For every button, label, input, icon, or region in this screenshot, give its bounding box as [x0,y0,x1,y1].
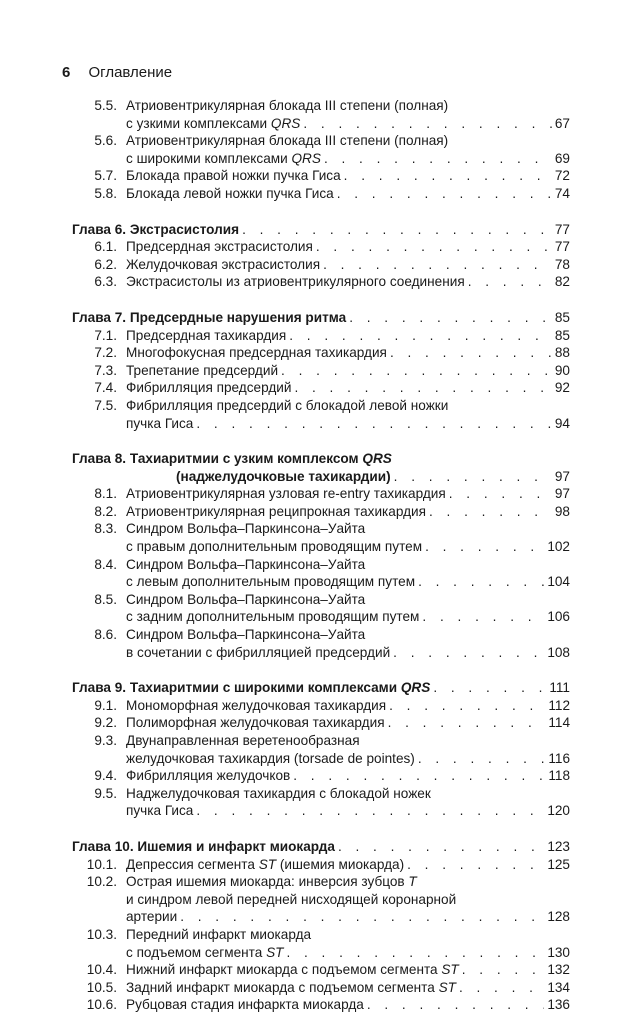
running-title: Оглавление [88,64,173,81]
toc-section-entry[interactable] [72,520,570,555]
toc-entry-number: 5.8. [94,185,117,201]
toc-entry-number: 10.1. [86,856,117,872]
dot-leader [286,944,544,962]
toc-chapter-entry[interactable] [72,221,570,239]
toc-section-entry[interactable] [72,979,570,997]
dot-leader [180,908,544,926]
toc-entry-title: Предсердная экстрасистолия [126,239,313,255]
toc-entry-title: с широкими комплексами QRS [126,150,321,166]
toc-entry-number: 8.1. [94,486,117,502]
toc-entry-number: 8.5. [94,591,117,607]
toc-entry-number: 6.3. [94,274,117,290]
toc-entry-title: Рубцовая стадия инфаркта миокарда [126,997,364,1013]
toc-page-number: 111 [549,680,570,696]
dot-leader [196,415,552,433]
toc-entry-title: Трепетание предсердий [126,362,279,378]
dot-leader [196,802,544,820]
toc-entry-title: Полиморфная желудочковая тахикардия [126,715,385,731]
toc-entry-title: Синдром Вольфа–Паркинсона–Уайта [126,521,366,537]
toc-entry-title: Депрессия сегмента ST (ишемия миокарда) [126,856,405,872]
toc-entry-title: Блокада левой ножки пучка Гиса [126,185,334,201]
dot-leader [418,750,546,768]
toc-entry-number: 7.2. [94,345,117,361]
running-header [62,64,172,81]
toc-page-number: 134 [547,979,570,995]
toc-entry-number: 9.4. [94,768,117,784]
toc-page-number: 85 [554,327,570,343]
toc-entry-number: 8.6. [94,627,117,643]
toc-entry-title: Острая ишемия миокарда: инверсия зубцов T [126,874,417,890]
toc-page-number: 88 [554,345,570,361]
toc-entry-title: желудочковая тахикардия (torsade de pointes) [126,750,415,766]
toc-section-entry[interactable] [72,167,570,185]
dot-leader [242,221,552,239]
toc-section-entry[interactable] [72,856,570,874]
toc-page-number: 120 [547,803,570,819]
dot-leader [468,273,552,291]
toc-page-number: 112 [548,697,570,713]
dot-leader [429,503,552,521]
toc-page-number: 78 [554,256,570,272]
toc-page-number: 90 [554,362,570,378]
toc-entry-title: Синдром Вольфа–Паркинсона–Уайта [126,591,366,607]
toc-section-entry[interactable] [72,996,570,1014]
dot-leader [459,979,544,997]
dot-leader [449,485,552,503]
toc-section-entry[interactable] [72,926,570,961]
toc-page-number: 98 [554,503,570,519]
toc-entry-title: с подъемом сегмента ST [126,944,284,960]
toc-page-number: 94 [554,415,570,431]
dot-leader [388,714,546,732]
toc-page-number: 77 [554,239,570,255]
toc-entry-title: Многофокусная предсердная тахикардия [126,345,387,361]
toc-entry-title: Нижний инфаркт миокарда с подъемом сегмента ST [126,962,459,978]
toc-entry-title: Предсердная тахикардия [126,327,287,343]
toc-entry-number: 5.5. [94,98,117,113]
table-of-contents [72,97,570,1014]
toc-page-number: 72 [554,168,570,184]
toc-entry-number: 9.1. [94,697,117,713]
section-gap [72,203,570,221]
dot-leader [338,838,544,856]
toc-entry-title: артерии [126,909,178,925]
toc-entry-title: Фибрилляция предсердий [126,380,292,396]
section-gap [72,432,570,450]
toc-entry-title: Синдром Вольфа–Паркинсона–Уайта [126,627,366,643]
section-gap [72,291,570,309]
toc-page-number: 114 [548,715,570,731]
toc-entry-title: Мономорфная желудочковая тахикардия [126,697,387,713]
toc-entry-number: 8.3. [94,521,117,537]
dot-leader [337,185,552,203]
toc-entry-number: 5.6. [94,133,117,149]
toc-section-entry[interactable] [72,379,570,397]
toc-section-entry[interactable] [72,273,570,291]
toc-page-number: 116 [548,750,570,766]
toc-section-entry[interactable] [72,238,570,256]
toc-chapter-entry[interactable] [72,309,570,327]
toc-entry-title: Задний инфаркт миокарда с подъемом сегмента ST [126,979,456,995]
toc-section-entry[interactable] [72,397,570,432]
toc-entry-title: Экстрасистолы из атриовентрикулярного соединения [126,274,465,290]
toc-entry-number: 10.5. [86,979,117,995]
dot-leader [462,961,545,979]
toc-entry-number: 7.1. [94,327,117,343]
toc-chapter-entry[interactable] [72,679,570,697]
toc-section-entry[interactable] [72,556,570,591]
toc-entry-title: Атриовентрикулярная блокада III степени (полная) [126,133,449,149]
toc-page-number: 130 [547,944,570,960]
toc-entry-title: Глава 6. Экстрасистолия [72,221,240,237]
toc-entry-title: Фибрилляция желудочков [126,768,291,784]
toc-page-number: 136 [547,997,570,1013]
toc-entry-title: с задним дополнительным проводящим путем [126,609,420,625]
toc-page-number: 118 [548,768,570,784]
dot-leader [425,538,544,556]
toc-entry-title: Желудочковая экстрасистолия [126,256,321,272]
toc-entry-number: 8.4. [94,556,117,572]
toc-section-entry[interactable] [72,732,570,767]
toc-entry-title: Глава 10. Ишемия и инфаркт миокарда [72,838,335,854]
toc-page-number: 77 [554,221,570,237]
toc-section-entry[interactable] [72,714,570,732]
toc-page-number: 82 [554,274,570,290]
section-gap [72,661,570,679]
toc-section-entry[interactable] [72,362,570,380]
toc-page-number: 123 [547,838,570,854]
toc-section-entry[interactable] [72,591,570,626]
dot-leader [367,996,544,1014]
toc-entry-title: Атриовентрикулярная реципрокная тахикардия [126,503,426,519]
toc-entry-title: Фибрилляция предсердий с блокадой левой ножки [126,397,449,413]
toc-entry-title: Атриовентрикулярная узловая re-entry тахикардия [126,486,446,502]
toc-entry-title: с левым дополнительным проводящим путем [126,574,416,590]
toc-entry-number: 9.2. [94,715,117,731]
toc-page-number: 69 [554,150,570,166]
toc-section-entry[interactable] [72,97,570,132]
dot-leader [393,644,544,662]
toc-section-entry[interactable] [72,873,570,926]
toc-page-number: 102 [547,539,570,555]
toc-section-entry[interactable] [72,961,570,979]
toc-entry-number: 7.4. [94,380,117,396]
toc-entry-title: Глава 7. Предсердные нарушения ритма [72,309,347,325]
toc-page-number: 92 [554,380,570,396]
toc-page-number: 74 [554,185,570,201]
toc-entry-number: 6.2. [94,256,117,272]
dot-leader [323,256,552,274]
toc-entry-title: пучка Гиса [126,415,194,431]
toc-page-number: 125 [547,856,570,872]
toc-page-number: 97 [554,468,570,484]
dot-leader [289,327,552,345]
dot-leader [324,150,552,168]
toc-section-entry[interactable] [72,327,570,345]
dot-leader [390,344,552,362]
toc-entry-number: 9.5. [94,785,117,801]
toc-entry-title: Атриовентрикулярная блокада III степени (полная) [126,98,449,113]
toc-section-entry[interactable] [72,697,570,715]
toc-entry-title: в сочетании с фибрилляцией предсердий [126,644,391,660]
toc-entry-title: Синдром Вольфа–Паркинсона–Уайта [126,556,366,572]
dot-leader [303,115,552,133]
toc-section-entry[interactable] [72,344,570,362]
toc-entry-number: 10.2. [86,874,117,890]
toc-entry-number: 10.3. [86,926,117,942]
dot-leader [407,856,544,874]
toc-section-entry[interactable] [72,485,570,503]
toc-section-entry[interactable] [72,185,570,203]
toc-entry-title: с правым дополнительным проводящим путем [126,539,423,555]
page-number: 6 [62,64,71,81]
toc-section-entry[interactable] [72,785,570,820]
toc-page-number: 128 [547,909,570,925]
toc-entry-title: Глава 9. Тахиаритмии с широкими комплексами QRS [72,680,431,696]
toc-page-number: 85 [554,309,570,325]
toc-page-number: 104 [547,574,570,590]
toc-entry-title: пучка Гиса [126,803,194,819]
section-gap [72,820,570,838]
dot-leader [316,238,552,256]
toc-chapter-entry[interactable] [72,838,570,856]
toc-entry-number: 10.4. [86,962,117,978]
toc-section-entry[interactable] [72,256,570,274]
toc-entry-number: 7.3. [94,362,117,378]
dot-leader [418,573,544,591]
toc-entry-number: 8.2. [94,503,117,519]
dot-leader [433,679,546,697]
dot-leader [344,167,552,185]
toc-page-number: 106 [547,609,570,625]
toc-entry-title: Передний инфаркт миокарда [126,926,312,942]
toc-entry-title: Наджелудочковая тахикардия с блокадой ножек [126,785,431,801]
toc-page-number: 108 [547,644,570,660]
toc-entry-title: и синдром левой передней нисходящей коронарной [126,891,457,907]
toc-section-entry[interactable] [72,132,570,167]
dot-leader [394,468,552,486]
toc-entry-title: Глава 8. Тахиаритмии с узким комплексом QRS [72,451,392,467]
toc-page-number: 132 [547,962,570,978]
toc-section-entry[interactable] [72,626,570,661]
dot-leader [349,309,552,327]
toc-entry-number: 10.6. [86,997,117,1013]
toc-chapter-entry[interactable] [72,450,570,485]
toc-section-entry[interactable] [72,767,570,785]
dot-leader [294,379,551,397]
dot-leader [293,767,545,785]
toc-page-number: 97 [554,486,570,502]
toc-entry-number: 9.3. [94,733,117,748]
toc-entry-number: 6.1. [94,239,117,255]
toc-entry-number: 5.7. [94,168,117,184]
dot-leader [422,608,544,626]
dot-leader [389,697,545,715]
dot-leader [281,362,552,380]
toc-entry-title: Блокада правой ножки пучка Гиса [126,168,341,184]
toc-entry-title: Двунаправленная веретенообразная [126,733,360,748]
toc-entry-title: (наджелудочковые тахикардии) [176,468,391,484]
toc-section-entry[interactable] [72,503,570,521]
toc-entry-title: с узкими комплексами QRS [126,115,301,131]
toc-page-number: 67 [554,115,570,131]
toc-entry-number: 7.5. [94,397,117,413]
